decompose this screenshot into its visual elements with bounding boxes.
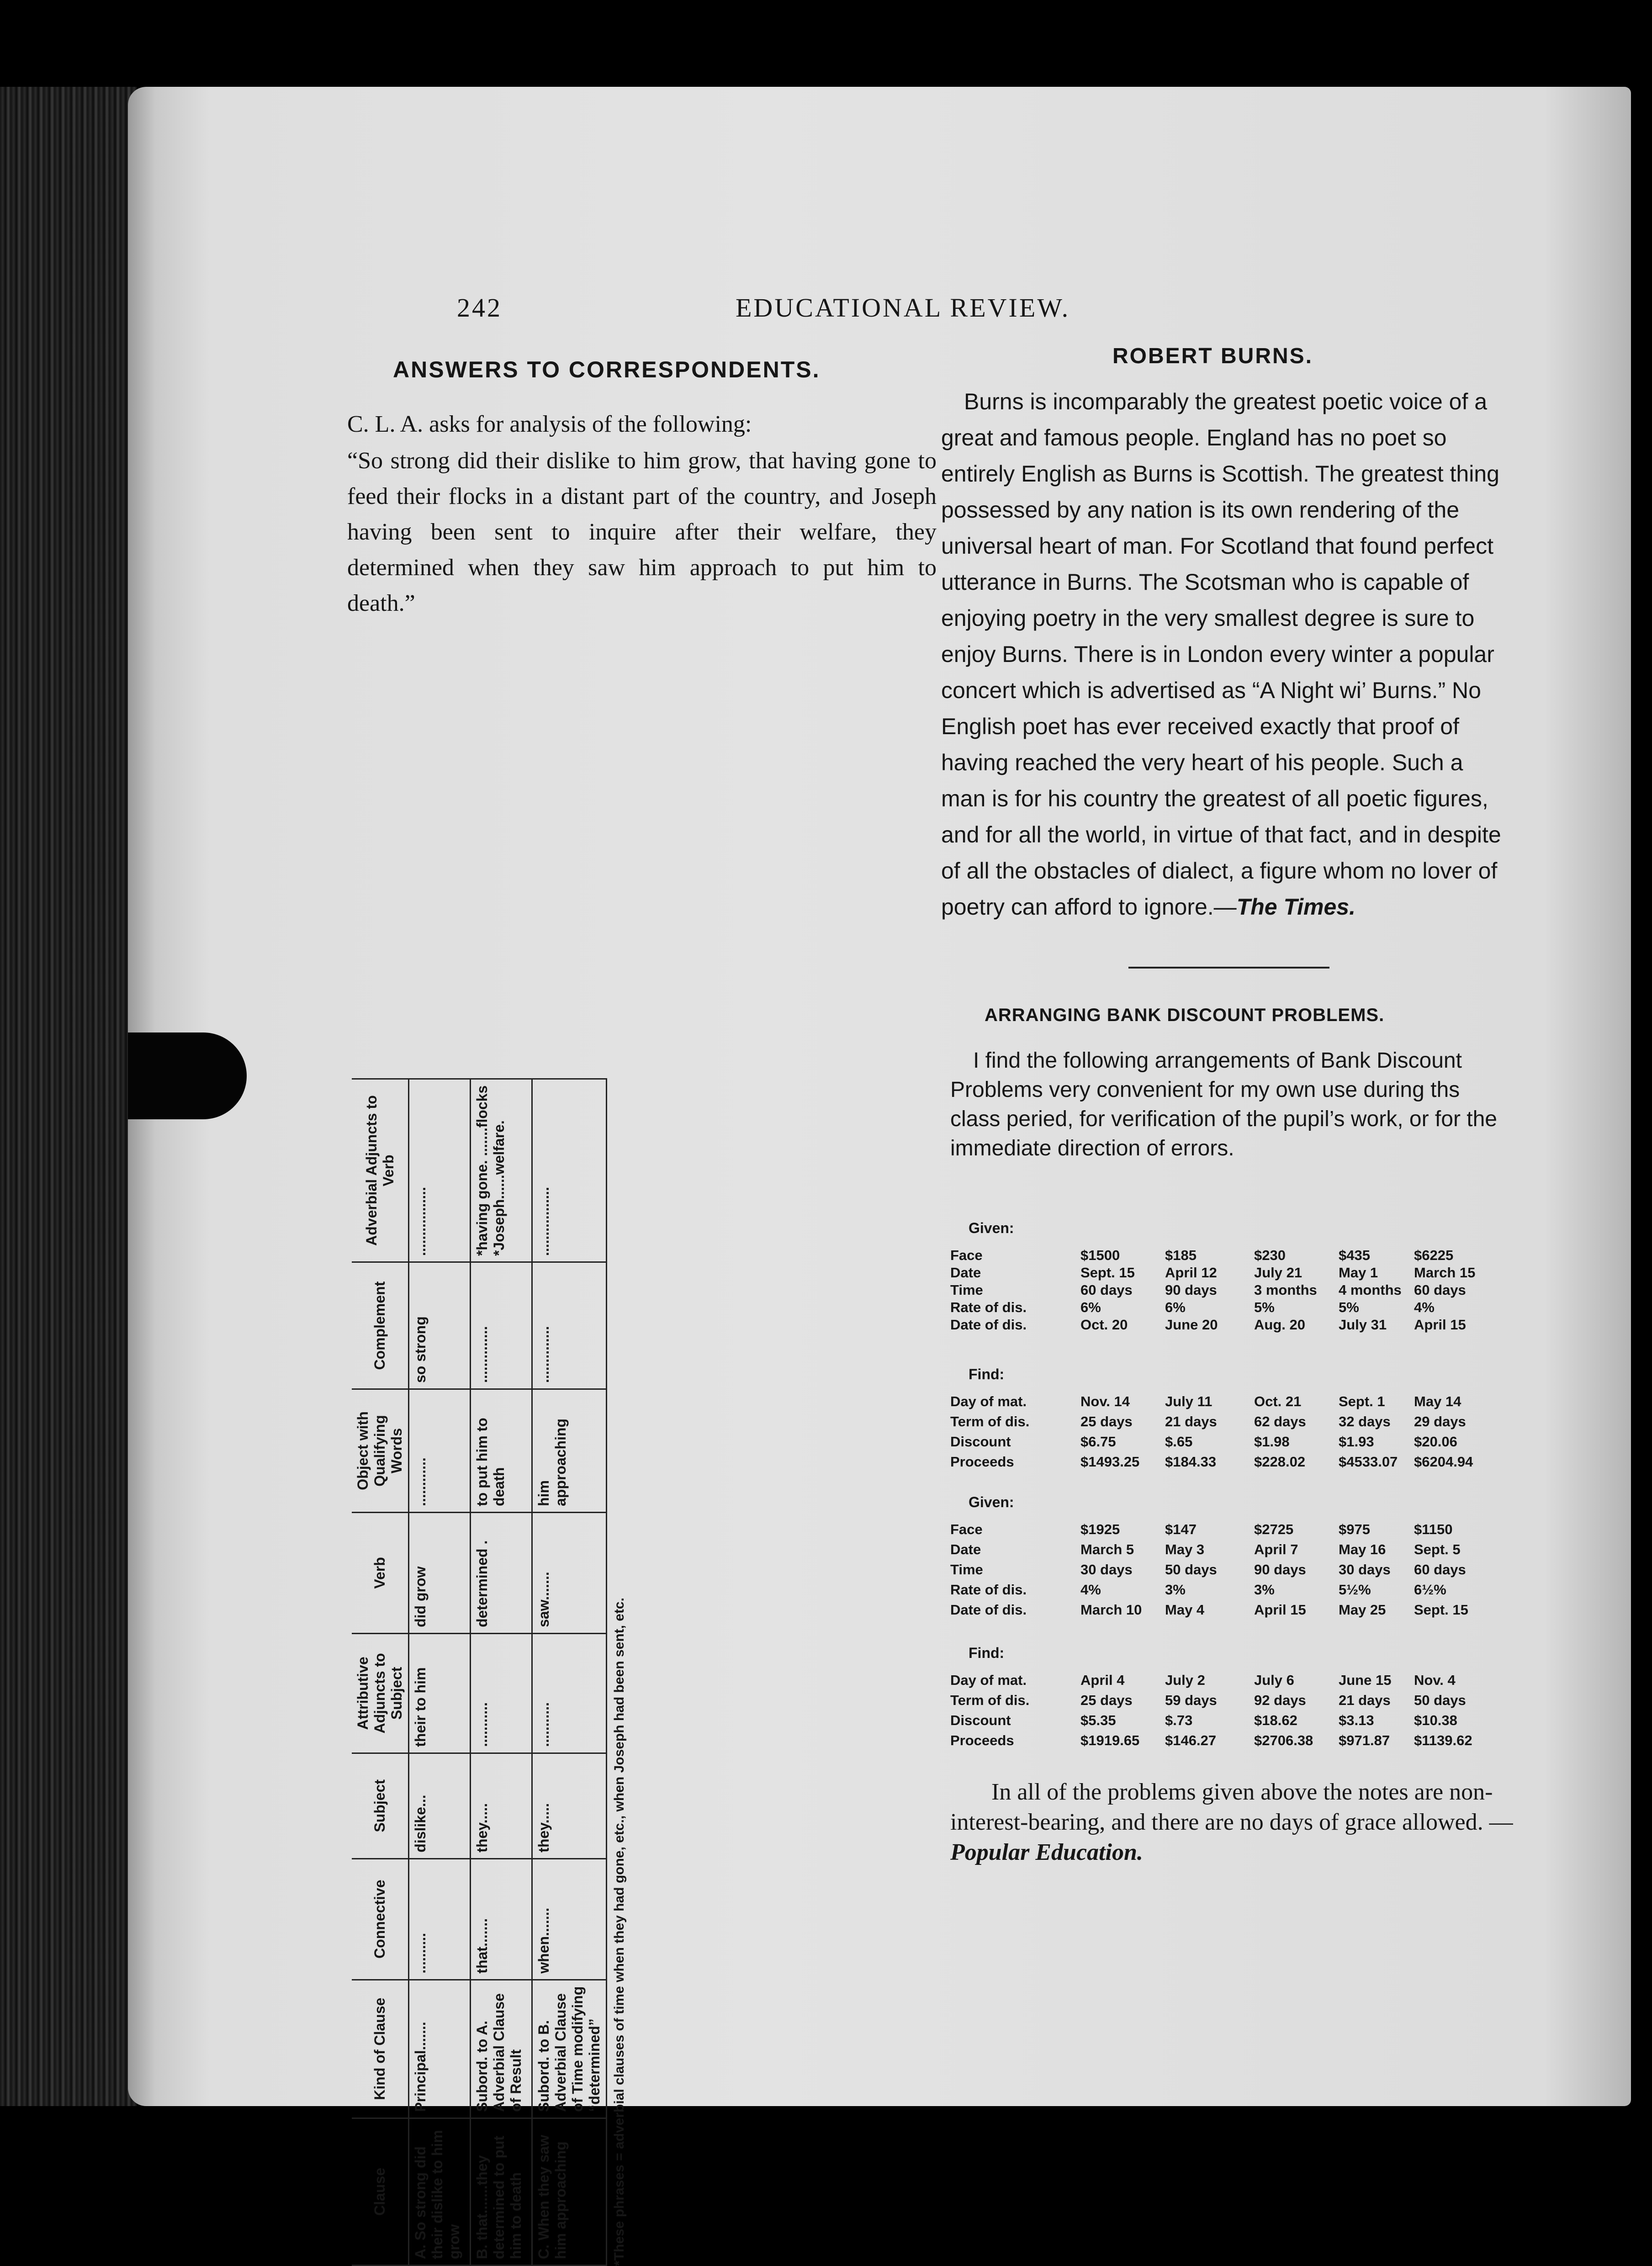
problem-value: Aug. 20 xyxy=(1254,1317,1305,1333)
problem-value: $1.98 xyxy=(1254,1434,1290,1450)
problem-value: $185 xyxy=(1165,1247,1197,1263)
problem-row-label: Rate of dis. xyxy=(950,1582,1027,1598)
problem-row-label: Proceeds xyxy=(950,1454,1014,1470)
problem-value: 5% xyxy=(1339,1299,1359,1315)
problem-value: June 15 xyxy=(1339,1672,1392,1688)
col-header-clause: Clause xyxy=(352,2118,409,2265)
problem-value: 5½% xyxy=(1339,1582,1371,1598)
problem-value: 60 days xyxy=(1414,1282,1466,1298)
table-cell: saw....... xyxy=(532,1512,607,1633)
problem-value: 3 months xyxy=(1254,1282,1317,1298)
table-cell: Subord. to B. Adverbial Clause of Time modifying “determined” xyxy=(532,1980,607,2118)
problem-row-label: Day of mat. xyxy=(950,1393,1027,1409)
col-header-attributive: Attributive Adjuncts to Subject xyxy=(352,1633,409,1753)
problem-value: April 12 xyxy=(1165,1265,1217,1281)
problem-value: Oct. 20 xyxy=(1080,1317,1128,1333)
problem-value: 5% xyxy=(1254,1299,1275,1315)
burns-heading: ROBERT BURNS. xyxy=(1112,344,1313,368)
journal-title: EDUCATIONAL REVIEW. xyxy=(736,293,1070,323)
problem-value: May 3 xyxy=(1165,1541,1205,1557)
problem-value: 25 days xyxy=(1080,1692,1133,1708)
closing-source: Popular Education. xyxy=(950,1839,1143,1865)
table-cell: ................. xyxy=(532,1079,607,1262)
problem-value: April 15 xyxy=(1254,1602,1306,1618)
problem-value: 6% xyxy=(1165,1299,1186,1315)
problem-row-label: Time xyxy=(950,1562,983,1578)
problem-value: July 21 xyxy=(1254,1265,1303,1281)
problem-value: $975 xyxy=(1339,1521,1370,1537)
problem-value: 21 days xyxy=(1339,1692,1391,1708)
problem-row-label: Face xyxy=(950,1247,983,1263)
problem-row-label: Face xyxy=(950,1521,983,1537)
problem-value: 50 days xyxy=(1414,1692,1466,1708)
find-label: Find: xyxy=(969,1645,1005,1661)
problem-value: $2706.38 xyxy=(1254,1732,1313,1748)
problem-value: $184.33 xyxy=(1165,1454,1217,1470)
table-row xyxy=(532,1079,607,2266)
correspondents-heading: ANSWERS TO CORRESPONDENTS. xyxy=(393,357,821,382)
table-cell: they..... xyxy=(532,1753,607,1858)
problem-value: 92 days xyxy=(1254,1692,1306,1708)
burns-article xyxy=(941,384,1512,925)
problem-value: March 15 xyxy=(1414,1265,1476,1281)
problem-value: May 16 xyxy=(1339,1541,1386,1557)
problem-row-label: Date xyxy=(950,1541,981,1557)
problem-value: 59 days xyxy=(1165,1692,1217,1708)
problem-value: April 7 xyxy=(1254,1541,1298,1557)
table-footnote: *These phrases = adverbial clauses of time when they had gone, etc., when Joseph had been sent, etc. xyxy=(612,1598,627,2266)
problem-value: $971.87 xyxy=(1339,1732,1390,1748)
problem-value: 4 months xyxy=(1339,1282,1402,1298)
section-divider xyxy=(1128,967,1329,969)
col-header-subject: Subject xyxy=(352,1753,409,1858)
problem-value: $4533.07 xyxy=(1339,1454,1398,1470)
table-cell: *having gone. .......flocks *Joseph......welfare. xyxy=(471,1079,532,1262)
book-page-edges xyxy=(0,87,137,2106)
problem-value: July 6 xyxy=(1254,1672,1294,1688)
bank-closing xyxy=(950,1777,1526,1868)
table-cell: when....... xyxy=(532,1858,607,1980)
problem-value: May 4 xyxy=(1165,1602,1205,1618)
problem-row-label: Term of dis. xyxy=(950,1414,1030,1429)
problem-value: $2725 xyxy=(1254,1521,1294,1537)
bank-heading: ARRANGING BANK DISCOUNT PROBLEMS. xyxy=(985,1005,1385,1025)
table-cell: ................. xyxy=(409,1079,471,1262)
problem-value: $6204.94 xyxy=(1414,1454,1473,1470)
problem-value: $20.06 xyxy=(1414,1434,1457,1450)
closing-text: In all of the problems given above the notes are non-interest-bearing, and there are no days of grace allowed. — xyxy=(950,1779,1513,1835)
problem-value: $435 xyxy=(1339,1247,1370,1263)
problem-value: 4% xyxy=(1414,1299,1435,1315)
problem-value: 32 days xyxy=(1339,1414,1391,1429)
col-header-adverbial: Adverbial Adjuncts to Verb xyxy=(352,1079,409,1262)
problem-value: 62 days xyxy=(1254,1414,1306,1429)
problem-value: $1500 xyxy=(1080,1247,1120,1263)
problem-value: $18.62 xyxy=(1254,1712,1297,1728)
col-header-object: Object with Qualifying Words xyxy=(352,1389,409,1513)
table-cell: Subord. to A. Adverbial Clause of Result xyxy=(471,1980,532,2118)
problem-value: July 31 xyxy=(1339,1317,1387,1333)
col-header-kind: Kind of Clause xyxy=(352,1980,409,2118)
problem-value: $146.27 xyxy=(1165,1732,1217,1748)
table-cell: .............. xyxy=(532,1262,607,1389)
bank-problems xyxy=(950,1211,1521,1759)
table-cell: determined . xyxy=(471,1512,532,1633)
table-cell: him approaching xyxy=(532,1389,607,1513)
problem-value: July 2 xyxy=(1165,1672,1205,1688)
problem-value: 3% xyxy=(1165,1582,1186,1598)
analysis-header-row xyxy=(352,1079,409,2266)
problem-value: 60 days xyxy=(1080,1282,1133,1298)
problem-value: Sept. 1 xyxy=(1339,1393,1385,1409)
problem-value: $1493.25 xyxy=(1080,1454,1140,1470)
problem-value: $1.93 xyxy=(1339,1434,1374,1450)
problem-value: 90 days xyxy=(1254,1562,1306,1578)
analysis-table-container xyxy=(352,667,627,2266)
correspondents-intro: C. L. A. asks for analysis of the following: xyxy=(347,411,752,437)
problem-row-label: Discount xyxy=(950,1434,1011,1450)
problem-value: May 14 xyxy=(1414,1393,1461,1409)
problem-value: 50 days xyxy=(1165,1562,1217,1578)
page-clip xyxy=(128,1032,247,1119)
problem-value: 6% xyxy=(1080,1299,1101,1315)
table-cell: to put him to death xyxy=(471,1389,532,1513)
problem-value: May 1 xyxy=(1339,1265,1378,1281)
problem-value: $3.13 xyxy=(1339,1712,1374,1728)
table-cell: did grow xyxy=(409,1512,471,1633)
table-cell: ........... xyxy=(532,1633,607,1753)
problem-value: $10.38 xyxy=(1414,1712,1457,1728)
problem-value: Sept. 5 xyxy=(1414,1541,1461,1557)
find-label: Find: xyxy=(969,1366,1005,1382)
problem-value: 30 days xyxy=(1339,1562,1391,1578)
problem-row-label: Date of dis. xyxy=(950,1317,1027,1333)
problem-row-label: Time xyxy=(950,1282,983,1298)
problem-row-label: Proceeds xyxy=(950,1732,1014,1748)
problem-row-label: Term of dis. xyxy=(950,1692,1030,1708)
table-cell: dislike... xyxy=(409,1753,471,1858)
table-cell: .............. xyxy=(471,1262,532,1389)
problem-value: Sept. 15 xyxy=(1080,1265,1135,1281)
bank-intro: I find the following arrangements of Bank Discount Problems very convenient for my own use during ths class peried, for verification of the pupil’s work, or for the immediate direction of errors. xyxy=(950,1048,1497,1160)
problem-value: June 20 xyxy=(1165,1317,1218,1333)
col-header-verb: Verb xyxy=(352,1512,409,1633)
problem-value: $5.35 xyxy=(1080,1712,1116,1728)
table-cell: ............ xyxy=(409,1389,471,1513)
problem-value: 6½% xyxy=(1414,1582,1446,1598)
col-header-connective: Connective xyxy=(352,1858,409,1980)
problem-value: April 4 xyxy=(1080,1672,1125,1688)
problem-value: 29 days xyxy=(1414,1414,1466,1429)
table-cell: so strong xyxy=(409,1262,471,1389)
problem-value: 60 days xyxy=(1414,1562,1466,1578)
problem-value: $228.02 xyxy=(1254,1454,1306,1470)
table-cell: .......... xyxy=(409,1858,471,1980)
problem-value: $1925 xyxy=(1080,1521,1120,1537)
problem-value: 21 days xyxy=(1165,1414,1217,1429)
problem-row-label: Date of dis. xyxy=(950,1602,1027,1618)
problem-value: Oct. 21 xyxy=(1254,1393,1302,1409)
table-cell: they..... xyxy=(471,1753,532,1858)
problem-value: May 25 xyxy=(1339,1602,1386,1618)
correspondents-quote: “So strong did their dislike to him grow, that having gone to feed their flocks in a distant part of the country, and Joseph having been sent to inquire after their welfare, they determined when they saw him approach to put him to death.” xyxy=(347,448,937,616)
problem-row-label: Discount xyxy=(950,1712,1011,1728)
problem-value: $6.75 xyxy=(1080,1434,1116,1450)
problem-row-label: Date xyxy=(950,1265,981,1281)
problem-value: $.65 xyxy=(1165,1434,1193,1450)
problem-value: $.73 xyxy=(1165,1712,1193,1728)
problem-value: April 15 xyxy=(1414,1317,1466,1333)
page-number: 242 xyxy=(457,293,502,323)
problem-value: $1150 xyxy=(1414,1521,1453,1537)
given-label: Given: xyxy=(969,1494,1014,1510)
problem-value: 90 days xyxy=(1165,1282,1217,1298)
table-cell: ........... xyxy=(471,1633,532,1753)
analysis-table xyxy=(352,1078,607,2266)
problem-value: March 5 xyxy=(1080,1541,1134,1557)
table-row xyxy=(409,1079,471,2266)
problem-value: 3% xyxy=(1254,1582,1275,1598)
burns-body: Burns is incomparably the greatest poetic voice of a great and famous people. England has no poet so entirely English as Burns is Scottish. The greatest thing possessed by any nation is its own rendering of the universal heart of man. For Scotland that found perfect utterance in Burns. The Scotsman who is capable of enjoying poetry in the very smallest degree is sure to enjoy Burns. There is in London every winter a popular concert which is advertised as “A Night wi’ Burns.” No English poet has ever received exactly that proof of having reached the very heart of his people. Such a man is for his country the greatest of all poetic figures, and for all the world, in virtue of that fact, and in despite of all the obstacles of dialect, a figure whom no lover of poetry can afford to ignore.— xyxy=(941,389,1501,920)
table-row xyxy=(471,1079,532,2266)
col-header-complement: Complement xyxy=(352,1262,409,1389)
problem-value: Nov. 4 xyxy=(1414,1672,1456,1688)
given-label: Given: xyxy=(969,1220,1014,1236)
problem-value: $147 xyxy=(1165,1521,1197,1537)
problem-row-label: Day of mat. xyxy=(950,1672,1027,1688)
problem-value: 30 days xyxy=(1080,1562,1133,1578)
burns-source: The Times. xyxy=(1236,894,1355,920)
problem-value: Nov. 14 xyxy=(1080,1393,1130,1409)
problem-value: 4% xyxy=(1080,1582,1101,1598)
problem-value: March 10 xyxy=(1080,1602,1142,1618)
table-cell: C. When they saw him approaching xyxy=(532,2118,607,2265)
problem-value: $1919.65 xyxy=(1080,1732,1140,1748)
table-cell: A. So strong did their dislike to him grow xyxy=(409,2118,471,2265)
table-cell: their to him xyxy=(409,1633,471,1753)
problem-value: $1139.62 xyxy=(1414,1732,1472,1748)
table-cell: Principal....... xyxy=(409,1980,471,2118)
problem-row-label: Rate of dis. xyxy=(950,1299,1027,1315)
table-cell: that....... xyxy=(471,1858,532,1980)
problem-value: 25 days xyxy=(1080,1414,1133,1429)
problem-value: Sept. 15 xyxy=(1414,1602,1468,1618)
table-cell: B. that.......they determined to put him to death xyxy=(471,2118,532,2265)
problem-value: July 11 xyxy=(1165,1393,1213,1409)
problem-value: $6225 xyxy=(1414,1247,1454,1263)
problem-value: $230 xyxy=(1254,1247,1286,1263)
